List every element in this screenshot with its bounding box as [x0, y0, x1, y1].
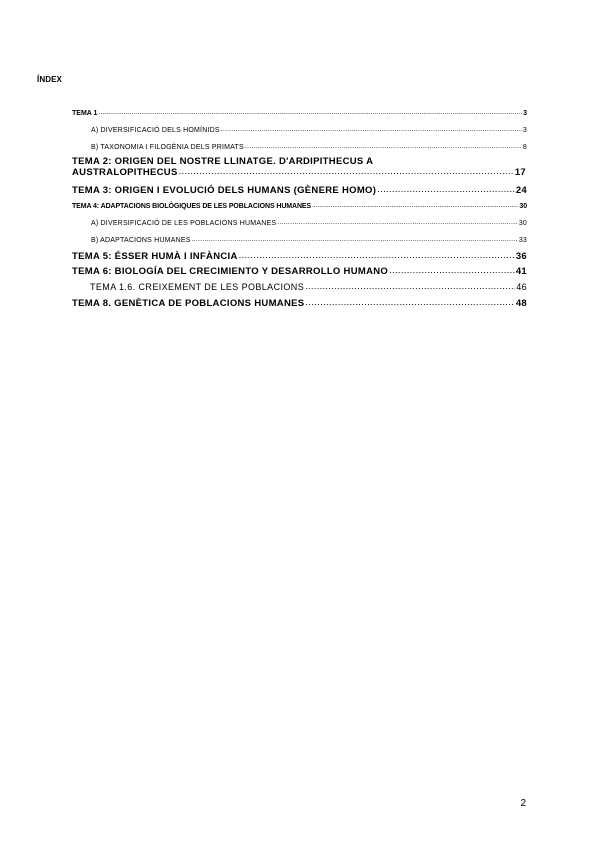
- toc-entry-label: TEMA 2: ORIGEN DEL NOSTRE LLINATGE. D'ARDIPITHECUS A: [72, 156, 374, 167]
- toc-entry-label: TEMA 6: BIOLOGÍA DEL CRECIMIENTO Y DESARROLLO HUMANO: [72, 266, 389, 277]
- toc-entry-tema-8[interactable]: [72, 299, 527, 309]
- toc-entry-page: 24: [515, 185, 527, 196]
- dot-leader: [239, 251, 515, 261]
- dot-leader: [277, 219, 518, 226]
- dot-leader: [389, 266, 515, 276]
- toc-entry-diversificacio-poblacions[interactable]: [91, 220, 527, 227]
- toc-entry-page: 3: [523, 110, 527, 117]
- toc-entry-tema-2[interactable]: [72, 156, 526, 178]
- toc-entry-page: 30: [519, 203, 527, 210]
- toc-entry-label: A) DIVERSIFICACIÓ DELS HOMÍNIDS: [91, 127, 220, 134]
- toc-entry-page: 41: [515, 266, 527, 277]
- toc-entry-label-cont: AUSTRALOPITHECUS: [72, 167, 178, 178]
- toc-entry-label: TEMA 3: ORIGEN I EVOLUCIÓ DELS HUMANS (GÈNERE HOMO): [72, 185, 377, 196]
- toc-entry-label: TEMA 5: ÉSSER HUMÀ I INFÀNCIA: [72, 251, 238, 262]
- dot-leader: [305, 282, 515, 291]
- dot-leader: [377, 185, 515, 195]
- toc-entry-adaptacions-humanes[interactable]: [91, 237, 527, 244]
- page-number: 2: [520, 798, 526, 809]
- toc-entry-page: 36: [515, 251, 527, 262]
- dot-leader: [192, 236, 518, 243]
- toc-entry-page: 48: [515, 298, 527, 309]
- dot-leader: [98, 109, 522, 116]
- toc-entry-label: B) ADAPTACIONS HUMANES: [91, 237, 191, 244]
- toc-entry-page: 33: [518, 237, 527, 244]
- toc-entry-tema-1[interactable]: [72, 110, 527, 117]
- dot-leader: [221, 126, 522, 133]
- toc-entry-tema-5[interactable]: [72, 252, 527, 262]
- toc-entry-page: 3: [522, 127, 527, 134]
- toc-entry-page: 30: [518, 220, 527, 227]
- dot-leader: [305, 298, 514, 308]
- toc-entry-line: [72, 168, 526, 178]
- toc-heading: ÍNDEX: [37, 75, 62, 84]
- toc-entry-label: A) DIVERSIFICACIÓ DE LES POBLACIONS HUMANES: [91, 220, 277, 227]
- dot-leader: [245, 143, 522, 150]
- toc-entry-label: B) TAXONOMIA I FILOGÈNIA DELS PRIMATS: [91, 144, 244, 151]
- toc-entry-label: TEMA 1: [72, 110, 98, 117]
- toc-entry-page: 46: [516, 282, 527, 292]
- toc-entry-label: TEMA 8. GENÈTICA DE POBLACIONS HUMANES: [72, 298, 305, 309]
- toc-entry-tema-4[interactable]: [72, 203, 527, 210]
- toc-entry-page: 8: [522, 144, 527, 151]
- toc-entry-tema-6[interactable]: [72, 267, 527, 277]
- toc-entry-label: TEMA 1.6. CREIXEMENT DE LES POBLACIONS: [90, 282, 305, 292]
- toc-entry-label: TEMA 4: ADAPTACIONS BIOLÒGIQUES DE LES POBLACIONS HUMANES: [72, 203, 312, 210]
- toc-entry-tema-1-6[interactable]: [90, 283, 527, 292]
- dot-leader: [179, 167, 514, 177]
- toc-entry-tema-3[interactable]: [72, 186, 527, 196]
- dot-leader: [312, 202, 518, 209]
- toc-entry-taxonomia-primats[interactable]: [91, 144, 527, 151]
- toc-entry-diversificacio-hominids[interactable]: [91, 127, 527, 134]
- toc-entry-page: 17: [514, 167, 526, 178]
